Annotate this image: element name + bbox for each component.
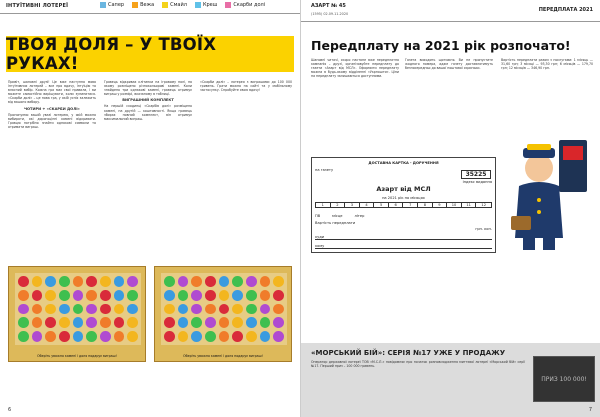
gem-cell[interactable] (232, 290, 243, 301)
game-caption: Оберіть уважно камені і доля подарує виграш! (183, 354, 263, 358)
headline-banner (6, 36, 294, 72)
cap-band (527, 144, 551, 150)
gem-cell[interactable] (219, 317, 230, 328)
lottery-legend (100, 2, 265, 8)
legend-item: Скарби долі (225, 2, 265, 8)
gem-cell[interactable] (164, 331, 175, 342)
gem-cell[interactable] (86, 276, 97, 287)
month-cell[interactable]: 11 (462, 203, 477, 207)
mascot-leg (523, 236, 535, 250)
gem-cell[interactable] (18, 317, 29, 328)
gem-cell[interactable] (178, 290, 189, 301)
gem-cell[interactable] (178, 331, 189, 342)
article-column: Вартість передплати разом з послугами: 1 місяць — 31,60 грн; 3 місяці — 93,30 грн; 6 місяців — 179,70 грн; 12 місяців — 346,90 грн. (501, 58, 593, 71)
legend-swatch (225, 2, 231, 8)
gem-cell[interactable] (73, 304, 84, 315)
gem-cell[interactable] (18, 331, 29, 342)
gem-cell[interactable] (100, 290, 111, 301)
gem-cell[interactable] (205, 290, 216, 301)
gem-cell[interactable] (219, 290, 230, 301)
gem-cell[interactable] (205, 304, 216, 315)
gem-cell[interactable] (114, 290, 125, 301)
gem-cell[interactable] (32, 304, 43, 315)
gem-cell[interactable] (86, 317, 97, 328)
publication-index: 35225 (461, 170, 491, 179)
article-column: Привіт, шановні друзі! Це вже наступна мова інтуїтивних лотерей – все про вдачу, інтуїцію та власний вибір. Кожна гра має свої правила, і ви можете самостійно вирішувати, коли зупинитися. «Скарби долі» – це нова гра, у якій успіх залежить від вашого вибору. ЧОТИРИ + «СКАРБИ ДОЛІ» Пропонуємо вашій увазі лотерею, у якій можна вибирати, які дорогоцінні камені відкривати. Гравцю потрібно знайти однакові символи та отримати виграш. (8, 80, 96, 129)
gem-cell[interactable] (32, 317, 43, 328)
gem-cell[interactable] (127, 276, 138, 287)
gem-cell[interactable] (18, 290, 29, 301)
month-cell[interactable]: 7 (403, 203, 418, 207)
postman-mascot (501, 130, 597, 256)
gem-cell[interactable] (114, 304, 125, 315)
prize-ticket-image: ПРИЗ 100 000! (533, 356, 595, 402)
gem-grid (15, 273, 141, 345)
gem-cell[interactable] (127, 304, 138, 315)
gem-cell[interactable] (260, 317, 271, 328)
month-cell[interactable]: 8 (418, 203, 433, 207)
gem-cell[interactable] (18, 276, 29, 287)
legend-item: Креш (195, 2, 217, 8)
gem-cell[interactable] (73, 331, 84, 342)
month-cell[interactable]: 1 (316, 203, 331, 207)
gem-cell[interactable] (164, 276, 175, 287)
legend-swatch (132, 2, 138, 8)
section-header (301, 0, 600, 22)
gem-cell[interactable] (232, 304, 243, 315)
gem-cell[interactable] (114, 317, 125, 328)
gem-cell[interactable] (219, 331, 230, 342)
gem-cell[interactable] (45, 276, 56, 287)
gem-cell[interactable] (86, 290, 97, 301)
issue-date: (1595) 02.09.11.2020 (311, 12, 349, 16)
legend-swatch (162, 2, 168, 8)
gem-cell[interactable] (232, 331, 243, 342)
legend-item: Смайл (162, 2, 187, 8)
article-column: Гравець відкриває клітинки на ігровому полі, на якому розміщено різнокольорові камені. Коли знайдено три однакові камені, гравець отримує виграш у розмірі, вказаному в таблиці. ВИГРАШНИЙ КОМПЛЕКТ На першій сходинці «Скарбів долі» розміщено камені, на другій — коштовності. Якщо гравець збирає повний комплект, він отримує максимальний виграш. (104, 80, 192, 121)
legend-swatch (195, 2, 201, 8)
recipient-field[interactable]: кому (315, 244, 492, 249)
issue-number: АЗАРТ № 45 (311, 3, 346, 9)
gem-cell[interactable] (32, 276, 43, 287)
gem-cell[interactable] (164, 317, 175, 328)
gem-cell[interactable] (86, 304, 97, 315)
gem-cell[interactable] (191, 331, 202, 342)
publication-name: Азарт від МСЛ (376, 185, 431, 193)
gem-cell[interactable] (86, 331, 97, 342)
section-title: ПЕРЕДПЛАТА 2021 (538, 7, 593, 13)
gem-cell[interactable] (59, 276, 70, 287)
mail-bag (511, 216, 531, 230)
gem-cell[interactable] (127, 331, 138, 342)
gem-cell[interactable] (273, 290, 284, 301)
button-dot (537, 210, 541, 214)
gem-cell[interactable] (73, 317, 84, 328)
gem-cell[interactable] (232, 276, 243, 287)
index-label: індекс видання (462, 180, 492, 184)
subscription-coupon[interactable] (311, 157, 496, 253)
gem-cell[interactable] (260, 331, 271, 342)
coupon-year: на 2021 рік по місяцях (382, 196, 425, 200)
section-title: ІНТУЇТИВНІ ЛОТЕРЕЇ (6, 3, 69, 9)
gem-cell[interactable] (127, 290, 138, 301)
gem-cell[interactable] (59, 317, 70, 328)
gem-cell[interactable] (114, 276, 125, 287)
gem-cell[interactable] (178, 276, 189, 287)
legend-item: Сапер (100, 2, 124, 8)
sum-label: Вартість передплати (315, 221, 356, 225)
gem-cell[interactable] (219, 304, 230, 315)
game-screenshot (154, 266, 292, 362)
month-cell[interactable]: 5 (374, 203, 389, 207)
legend-item: Вежа (132, 2, 154, 8)
gem-grid (161, 273, 287, 345)
mascot-leg (543, 236, 555, 250)
month-cell[interactable]: 6 (389, 203, 404, 207)
gem-cell[interactable] (114, 331, 125, 342)
gem-cell[interactable] (178, 317, 189, 328)
gem-cell[interactable] (246, 331, 257, 342)
gem-cell[interactable] (45, 331, 56, 342)
gem-cell[interactable] (205, 276, 216, 287)
gem-cell[interactable] (32, 290, 43, 301)
legend-swatch (100, 2, 106, 8)
gem-cell[interactable] (246, 317, 257, 328)
gem-cell[interactable] (32, 331, 43, 342)
gem-cell[interactable] (18, 304, 29, 315)
game-caption: Оберіть уважно камені і доля подарує виграш! (37, 354, 117, 358)
gem-cell[interactable] (73, 276, 84, 287)
month-cell[interactable]: 10 (447, 203, 462, 207)
month-cell[interactable]: 12 (481, 203, 486, 207)
article-column: «Скарби долі» – лотерея з виграшами до 100 000 гривень. Грати можна на сайті та у мобільному застосунку. Спробуйте свою вдачу! (200, 80, 292, 93)
gem-cell[interactable] (45, 290, 56, 301)
newspaper-cover (563, 146, 583, 160)
gem-cell[interactable] (59, 304, 70, 315)
gem-cell[interactable] (205, 317, 216, 328)
month-grid (315, 202, 492, 208)
gem-cell[interactable] (73, 290, 84, 301)
gem-cell[interactable] (260, 304, 271, 315)
gem-cell[interactable] (273, 331, 284, 342)
mascot-face (525, 154, 553, 182)
gem-cell[interactable] (178, 304, 189, 315)
gem-cell[interactable] (246, 290, 257, 301)
sum-hint: грн. коп. (475, 227, 492, 231)
news-text: Оператор державної лотереї ТОВ «М.С.Л.» повідомляє про початок розповсюдження миттєвої лотереї «Морський бій» серії №17. Перший приз – 100 000 гривень. (311, 360, 525, 369)
gem-cell[interactable] (164, 290, 175, 301)
gem-cell[interactable] (246, 304, 257, 315)
month-cell[interactable]: 3 (345, 203, 360, 207)
gem-cell[interactable] (273, 317, 284, 328)
gem-cell[interactable] (59, 331, 70, 342)
gem-cell[interactable] (246, 276, 257, 287)
gem-cell[interactable] (59, 290, 70, 301)
month-cell[interactable]: 4 (360, 203, 375, 207)
gem-cell[interactable] (45, 317, 56, 328)
news-title: «МОРСЬКИЙ БІЙ»: СЕРІЯ №17 УЖЕ У ПРОДАЖУ (311, 349, 506, 357)
gem-cell[interactable] (232, 317, 243, 328)
gem-cell[interactable] (191, 304, 202, 315)
month-cell[interactable]: 2 (331, 203, 346, 207)
coupon-fields: ПВ місце літер (315, 214, 365, 218)
page-number: 7 (588, 407, 592, 413)
gem-cell[interactable] (205, 331, 216, 342)
gem-cell[interactable] (100, 331, 111, 342)
page-number: 6 (8, 407, 12, 413)
gem-cell[interactable] (127, 317, 138, 328)
page-title: ТВОЯ ДОЛЯ – У ТВОЇХ РУКАХ! (6, 35, 217, 73)
coupon-title: ДОСТАВНА КАРТКА - ДОРУЧЕННЯ (368, 161, 439, 165)
gem-cell[interactable] (100, 317, 111, 328)
section-header (0, 0, 300, 14)
article-column: Газета виходить щотижня. Ви не пропустите жодного номера, адже газету доставлятимуть безпосередньо до вашої поштової скриньки. (405, 58, 493, 71)
month-cell[interactable]: 9 (433, 203, 448, 207)
right-page (300, 0, 600, 417)
gem-cell[interactable] (273, 304, 284, 315)
gem-cell[interactable] (45, 304, 56, 315)
gem-cell[interactable] (164, 304, 175, 315)
gem-cell[interactable] (191, 276, 202, 287)
address-field[interactable]: куди (315, 235, 492, 240)
article-column: Шановні читачі, скоро настане вже передплатна кампанія – друзі, організовуйте передплату до газети «Азарт від МСЛ». Оформити передплату можна в будь-якому відділенні «Укрпошти». Ціни на передплату залишаються доступними. (311, 58, 399, 79)
coupon-type: на газету (315, 168, 334, 172)
gem-cell[interactable] (191, 317, 202, 328)
gem-cell[interactable] (100, 276, 111, 287)
gem-cell[interactable] (219, 276, 230, 287)
gem-cell[interactable] (260, 290, 271, 301)
button-dot (537, 198, 541, 202)
page-title: Передплату на 2021 рік розпочато! (311, 38, 571, 53)
gem-cell[interactable] (100, 304, 111, 315)
gem-cell[interactable] (273, 276, 284, 287)
gem-cell[interactable] (191, 290, 202, 301)
game-screenshot (8, 266, 146, 362)
gem-cell[interactable] (260, 276, 271, 287)
